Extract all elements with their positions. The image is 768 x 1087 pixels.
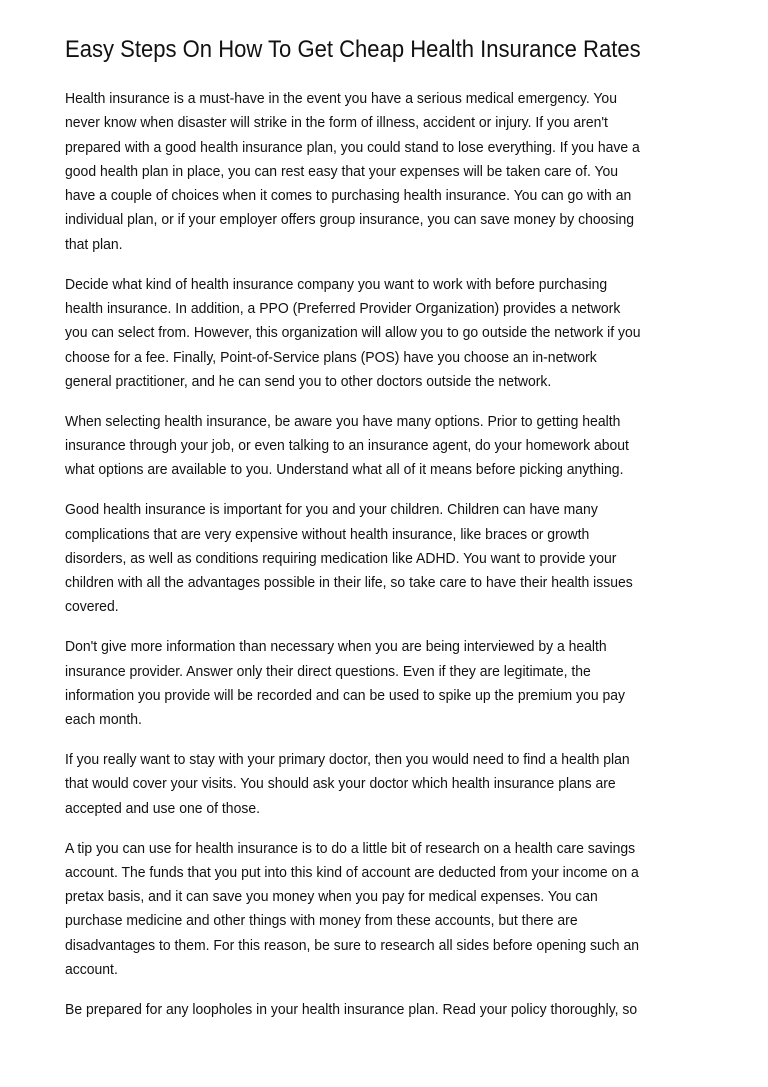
paragraph	[65, 635, 725, 732]
paragraph-line: If you really want to stay with your primary doctor, then you would need to find a health plan	[65, 751, 630, 769]
paragraph-line: have a couple of choices when it comes to purchasing health insurance. You can go with an	[65, 187, 632, 205]
paragraph	[65, 498, 725, 619]
paragraph-line: choose for a fee. Finally, Point-of-Service plans (POS) have you choose an in-network	[65, 348, 597, 366]
paragraph-line: insurance through your job, or even talking to an insurance agent, do your homework about	[65, 437, 629, 455]
paragraph-line: good health plan in place, you can rest easy that your expenses will be taken care of. You	[65, 162, 619, 180]
paragraph-line: complications that are very expensive without health insurance, like braces or growth	[65, 525, 590, 543]
paragraph-line: what options are available to you. Understand what all of it means before picking anything.	[65, 461, 624, 479]
paragraph-line: each month.	[65, 711, 142, 729]
paragraph-line: purchase medicine and other things with money from these accounts, but there are	[65, 912, 578, 930]
paragraph-line: that would cover your visits. You should ask your doctor which health insurance plans are	[65, 775, 616, 793]
paragraph-line: account. The funds that you put into this kind of account are deducted from your income on a	[65, 863, 639, 881]
document-title: Easy Steps On How To Get Cheap Health Insurance Rates	[65, 36, 641, 63]
paragraph-line: When selecting health insurance, be aware you have many options. Prior to getting health	[65, 412, 621, 430]
paragraph	[65, 410, 725, 483]
paragraph-line: Be prepared for any loopholes in your health insurance plan. Read your policy thoroughly, so	[65, 1000, 638, 1018]
paragraph-line: Health insurance is a must-have in the event you have a serious medical emergency. You	[65, 90, 617, 107]
paragraph-line: prepared with a good health insurance plan, you could stand to lose everything. If you have a	[65, 138, 640, 156]
paragraph	[65, 748, 725, 821]
paragraph-line: pretax basis, and it can save you money when you pay for medical expenses. You can	[65, 888, 598, 906]
paragraph-line: accepted and use one of those.	[65, 799, 260, 817]
paragraph-line: Good health insurance is important for you and your children. Children can have many	[65, 501, 598, 519]
paragraph-line: disadvantages to them. For this reason, be sure to research all sides before opening such an	[65, 936, 639, 954]
paragraph	[65, 273, 725, 394]
paragraph-line: covered.	[65, 598, 119, 616]
paragraph-line: individual plan, or if your employer offers group insurance, you can save money by choosing	[65, 211, 635, 229]
paragraph-line: health insurance. In addition, a PPO (Preferred Provider Organization) provides a network	[65, 299, 621, 317]
paragraph-line: Decide what kind of health insurance company you want to work with before purchasing	[65, 275, 608, 293]
paragraph	[65, 998, 725, 1022]
paragraph-line: disorders, as well as conditions requiring medication like ADHD. You want to provide your	[65, 549, 617, 567]
paragraph-line: general practitioner, and he can send you to other doctors outside the network.	[65, 372, 552, 390]
paragraph	[65, 87, 725, 257]
paragraph-line: information you provide will be recorded and can be used to spike up the premium you pay	[65, 686, 626, 704]
paragraph-line: account.	[65, 961, 118, 979]
document-body	[65, 87, 725, 1038]
paragraph-line: A tip you can use for health insurance is to do a little bit of research on a health care savings	[65, 839, 636, 857]
paragraph	[65, 837, 725, 983]
paragraph-line: you can select from. However, this organization will allow you to go outside the network if you	[65, 324, 641, 342]
paragraph-line: Don't give more information than necessary when you are being interviewed by a health	[65, 638, 607, 656]
paragraph-line: never know when disaster will strike in the form of illness, accident or injury. If you aren't	[65, 114, 608, 132]
paragraph-line: insurance provider. Answer only their direct questions. Even if they are legitimate, the	[65, 662, 591, 680]
paragraph-line: that plan.	[65, 235, 123, 253]
paragraph-line: children with all the advantages possible in their life, so take care to have their health issues	[65, 574, 633, 592]
